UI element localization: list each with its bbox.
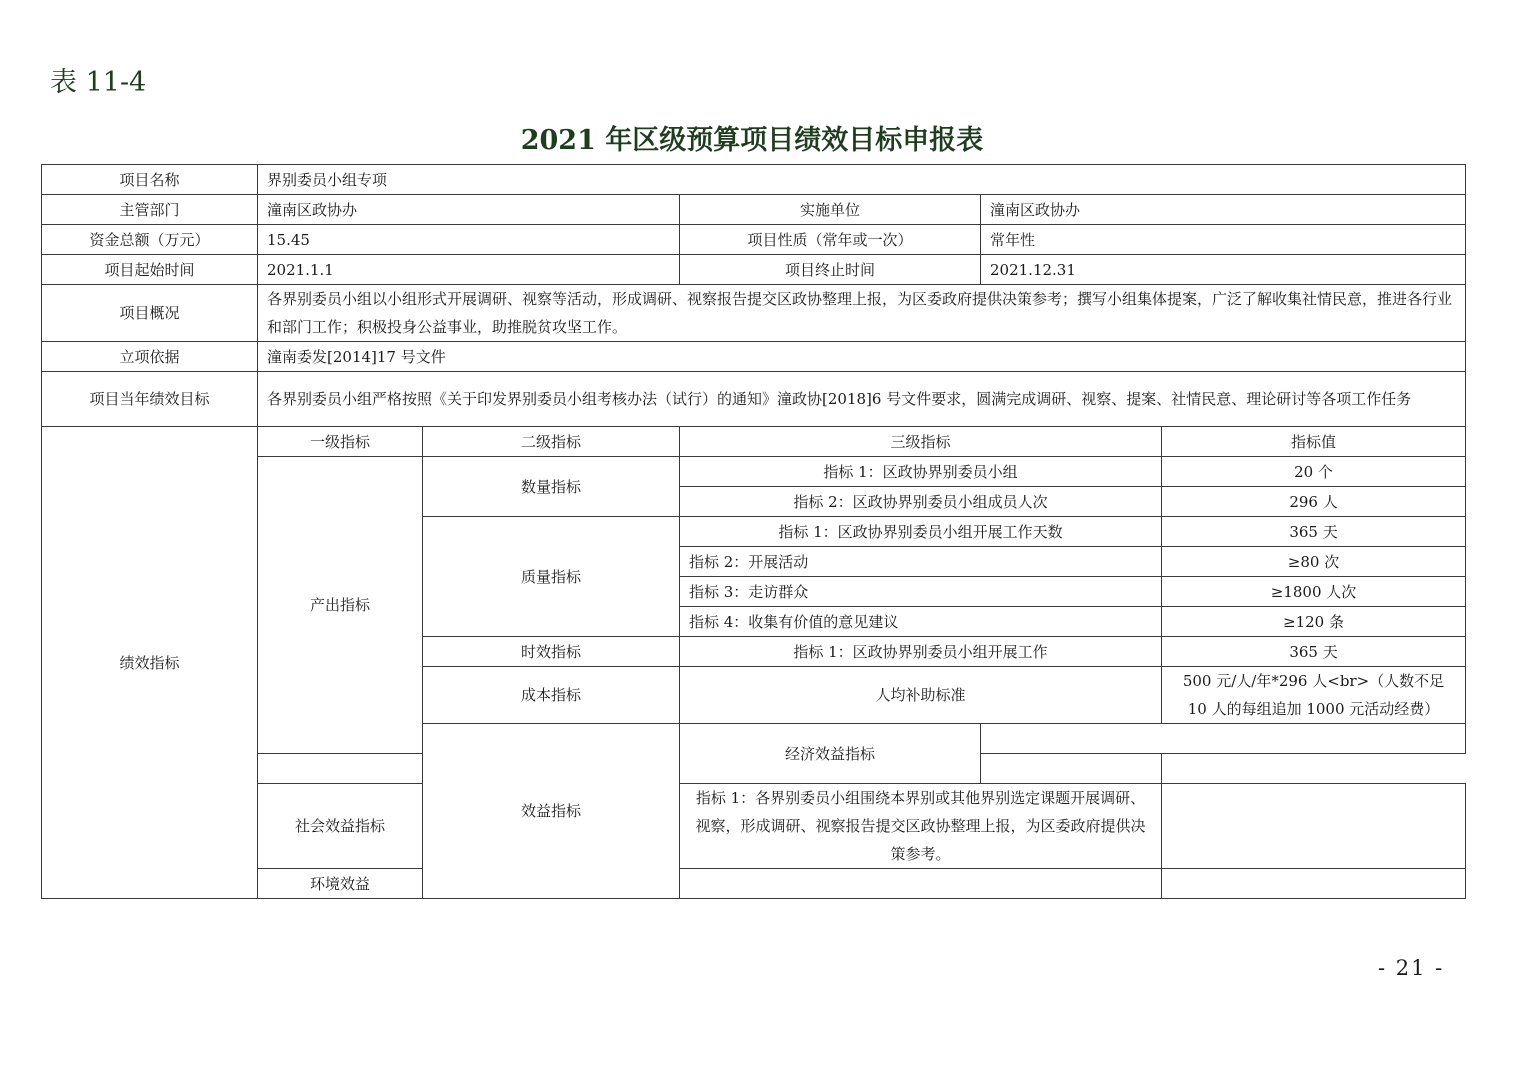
basis-label: 立项依据: [42, 342, 258, 372]
quality-1-value: 365 天: [1162, 517, 1466, 547]
end-label: 项目终止时间: [680, 255, 981, 285]
dept-value: 潼南区政协办: [258, 195, 680, 225]
impl-label: 实施单位: [680, 195, 981, 225]
row-dates: [42, 255, 1466, 285]
fund-value: 15.45: [258, 225, 680, 255]
time-1-name: 指标 1：区政协界别委员小组开展工作: [680, 637, 1162, 667]
quality-indicators-label: 质量指标: [423, 517, 680, 637]
quality-2-name: 指标 2：开展活动: [680, 547, 1162, 577]
quality-4-name: 指标 4：收集有价值的意见建议: [680, 607, 1162, 637]
row-fund: [42, 225, 1466, 255]
header-level2: 二级指标: [423, 427, 680, 457]
perf-indicators-label: 绩效指标: [42, 427, 258, 899]
economic-2-name: [258, 754, 680, 784]
header-value: 指标值: [1162, 427, 1466, 457]
quantity-1-value: 20 个: [1162, 457, 1466, 487]
end-value: 2021.12.31: [981, 255, 1466, 285]
goal-label: 项目当年绩效目标: [42, 372, 258, 427]
quantity-1-name: 指标 1：区政协界别委员小组: [680, 457, 1162, 487]
start-value: 2021.1.1: [258, 255, 680, 285]
cost-1-value: 500 元/人/年*296 人<br>（人数不足 10 人的每组追加 1000 元活动经费）: [1162, 667, 1466, 724]
quality-2-value: ≥80 次: [1162, 547, 1466, 577]
header-level1: 一级指标: [258, 427, 423, 457]
social-1-value: [1162, 784, 1466, 869]
quality-1-name: 指标 1：区政协界别委员小组开展工作天数: [680, 517, 1162, 547]
page-number: - 21 -: [1378, 956, 1445, 980]
row-overview: [42, 285, 1466, 342]
cost-1-name: 人均补助标准: [680, 667, 1162, 724]
start-label: 项目起始时间: [42, 255, 258, 285]
environment-indicators-label: 环境效益: [258, 869, 423, 899]
overview-label: 项目概况: [42, 285, 258, 342]
quantity-indicators-label: 数量指标: [423, 457, 680, 517]
project-name-label: 项目名称: [42, 165, 258, 195]
nature-value: 常年性: [981, 225, 1466, 255]
project-name-value: 界别委员小组专项: [258, 165, 1466, 195]
time-1-value: 365 天: [1162, 637, 1466, 667]
output-indicators-label: 产出指标: [258, 457, 423, 754]
row-annual-goal: [42, 372, 1466, 427]
overview-value: 各界别委员小组以小组形式开展调研、视察等活动，形成调研、视察报告提交区政协整理上报，为区委政府提供决策参考；撰写小组集体提案，广泛了解收集社情民意，推进各行业和部门工作；积极投身公益事业，助推脱贫攻坚工作。: [258, 285, 1466, 342]
impl-value: 潼南区政协办: [981, 195, 1466, 225]
social-indicators-label: 社会效益指标: [258, 784, 423, 869]
quality-4-value: ≥120 条: [1162, 607, 1466, 637]
row-department: [42, 195, 1466, 225]
cost-indicators-label: 成本指标: [423, 667, 680, 724]
fund-label: 资金总额（万元）: [42, 225, 258, 255]
dept-label: 主管部门: [42, 195, 258, 225]
performance-report-table: [41, 164, 1466, 899]
quality-3-value: ≥1800 人次: [1162, 577, 1466, 607]
quality-3-name: 指标 3：走访群众: [680, 577, 1162, 607]
economic-2-value: [981, 754, 1162, 784]
header-level3: 三级指标: [680, 427, 1162, 457]
economic-indicators-label: 经济效益指标: [680, 724, 981, 784]
table-number: 表 11-4: [50, 67, 147, 98]
nature-label: 项目性质（常年或一次）: [680, 225, 981, 255]
goal-value: 各界别委员小组严格按照《关于印发界别委员小组考核办法（试行）的通知》潼政协[2018]6 号文件要求，圆满完成调研、视察、提案、社情民意、理论研讨等各项工作任务: [258, 372, 1466, 427]
environment-1-name: [680, 869, 1162, 899]
benefit-indicators-label: 效益指标: [423, 724, 680, 899]
row-project-name: [42, 165, 1466, 195]
quantity-2-name: 指标 2：区政协界别委员小组成员人次: [680, 487, 1162, 517]
basis-value: 潼南委发[2014]17 号文件: [258, 342, 1466, 372]
row-indicator-header: [42, 427, 1466, 457]
time-indicators-label: 时效指标: [423, 637, 680, 667]
environment-1-value: [1162, 869, 1466, 899]
social-1-name: 指标 1：各界别委员小组围绕本界别或其他界别选定课题开展调研、视察，形成调研、视察报告提交区政协整理上报，为区委政府提供决策参考。: [680, 784, 1162, 869]
quantity-2-value: 296 人: [1162, 487, 1466, 517]
economic-1-name: [981, 724, 1466, 754]
row-basis: [42, 342, 1466, 372]
document-title: 2021 年区级预算项目绩效目标申报表: [520, 125, 984, 156]
